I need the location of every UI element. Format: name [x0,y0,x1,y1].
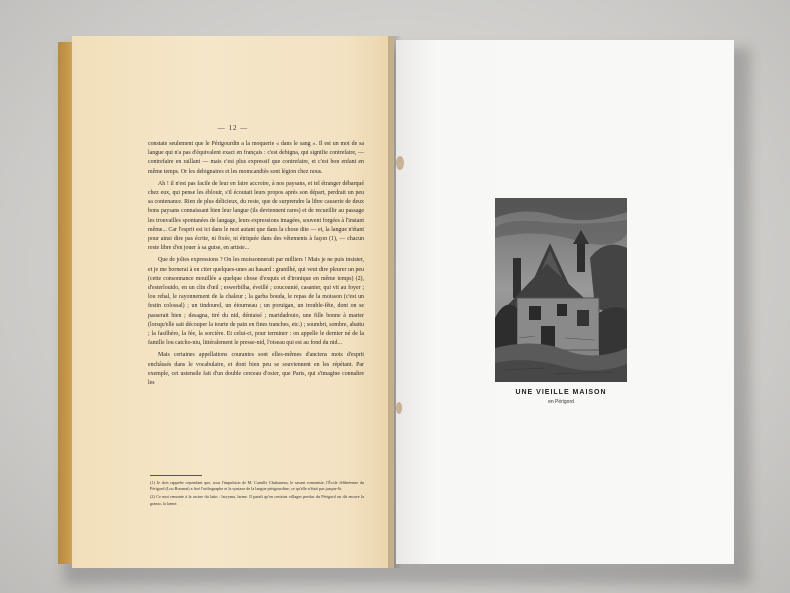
page-number: — 12 — [217,124,249,132]
left-page [72,36,394,568]
footnote: (1) Je dois rappeler cependant que, sous l'impulsion de M. Camille Chabaneau, le savant romaniste, l'École félibréenne du Périgord (Lou Bournat) a fixé l'orthographe et la syntaxe de la langue périgourdine, ce qu'elle n'était pas jusque-là. [150,480,364,492]
paragraph: Ah ! il n'est pas facile de leur en faire accroire, à nos paysans, et tel étranger débarqué chez eux, qui pense les éblouir, s'il écoutait leurs propos après son départ, perdrait un peu sa contenance. Rien de plus délicieux, du reste, que de surprendre la libre causerie de deux bons paysans connaissant bien leur langue (ils deviennent rares) et de recueillir au passage les trouvailles spontanées de langage, leurs expressions imagées, souvent forgées à l'instant même... Car l'esprit est ici dans le mot autant que dans la chose dite — et, la langue n'étant pour ainsi dire pas écrite, ni fixée, ni étriquée dans des vêtements à façon (1), — chacun reste libre d'en jouer à sa guise, en artiste... [148,180,364,252]
footnote: (2) Ce mot remonte à la racine du latin : lacryma, larme. Il paraît qu'en certains villages perdus du Périgord on dit encore la gramo, la larme. [150,494,364,506]
old-house-engraving [495,198,627,382]
paragraph: constate seulement que le Périgourdin a la moquerie « dans le sang ». Il est un mot de sa langue qui n'a pas d'équivalent exact en français : c'est debigna, qui signifie contrefaire, — contrefaire en raillant — mais c'est plus expressif que contrefaire, et c'est bon enfant en même temps. Or les debignaires et les momcandiès sont légion chez nous. [148,141,364,175]
paper-stain [396,402,402,414]
plate-caption-subtitle: en Périgord [548,399,574,405]
footnote-rule [150,475,202,476]
paper-stain [396,156,404,170]
body-text [148,140,364,391]
plate-caption-title: UNE VIEILLE MAISON [515,389,607,396]
paragraph: Mais certaines appellations courantes sont elles-mêmes d'anciens mots d'esprit enchâssés dans le vocabulaire, et dont bien peu se souviennent en les répétant. Par exemple, cet ustensile fait d'un double cerceau d'osier, que Paris, qui s'imagine connaître les [148,352,364,387]
engraving-plate [495,198,627,382]
paragraph: Que de jolies expressions ? On les moissonnerait par milliers ! Mais je ne puis insister, et je me bornerai à en citer quelques-unes au hasard : granilhé, qui veut dire pleurer un peu (cette consonnance mouillée a quelque chose d'exquis et d'ironique en même temps) (2), d'esterlouido, en un clin d'œil ; eswerbilha, éveillé ; coucounié, casanier, qui vit au foyer ; lou rehal, le rayonnement de la chaleur ; la garba bouda, le repas de la moisson (c'est un festin colossal) ; un tindourel, un étourneau ; un poruigan, un trouble-fête, dont on se passerait bien ; desagna, tiré du nid, déniaisé ; maridadouio, une fille bonne à marier (lorsqu'elle sait découper la tourte de pain en fines tranches, etc.) ; soumbri, sombre, abattu ; la fasilhèro, la fée, la sorcière. Et celui-ci, pour terminer : on appelle le dernier né de la famille lou catcho-niu, littéralement le presse-nid, l'oiseau qui est au fond du nid... [148,257,364,347]
footnotes [150,480,364,509]
